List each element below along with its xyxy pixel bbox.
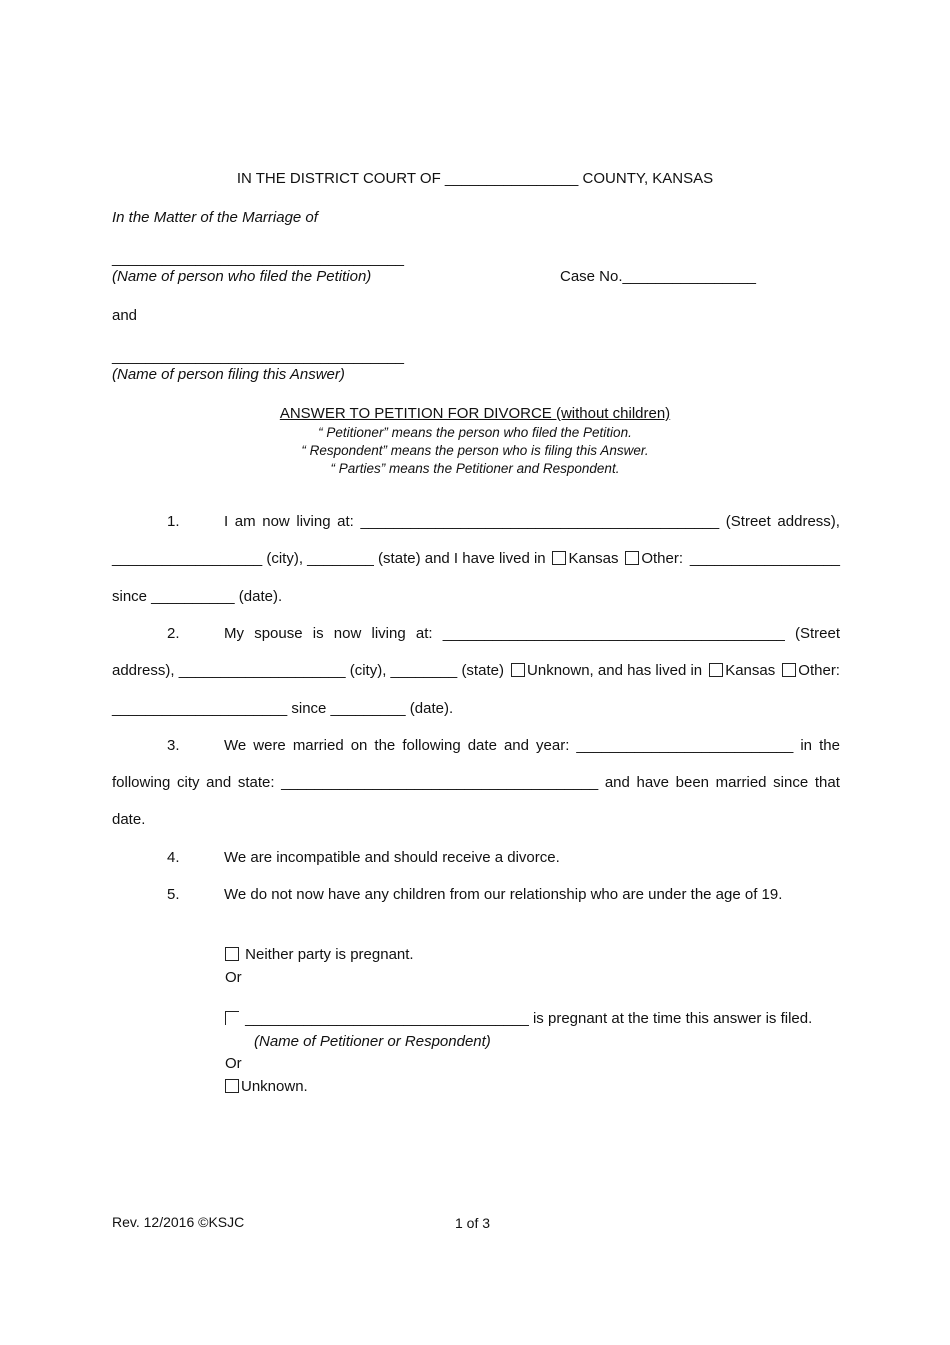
neither-pregnant-checkbox[interactable] [225,947,239,961]
word: have [636,774,670,791]
word: and [206,774,232,791]
word: and [503,737,529,754]
word: (Street [794,625,840,642]
other-blank[interactable]: __________________ [689,550,840,567]
word: is [312,625,324,642]
other-option[interactable] [782,662,840,680]
item4-text: We are incompatible and should receive a divorce. [224,849,560,866]
word: now [333,625,362,642]
word: My [224,625,244,642]
word: at: [415,625,433,642]
other-option[interactable] [625,550,683,568]
word: the [374,737,396,754]
document-title-text: ANSWER TO PETITION FOR DIVORCE (without children) [279,405,671,422]
word: been [675,774,710,791]
other-checkbox[interactable] [625,551,639,565]
matter-label: In the Matter of the Marriage of [112,209,318,226]
kansas-checkbox[interactable] [552,551,566,565]
word: the [819,737,840,754]
word: date [467,737,497,754]
court-heading: IN THE DISTRICT COURT OF ________________ COUNTY, KANSAS [236,170,714,187]
other-checkbox[interactable] [782,663,796,677]
unknown-checkbox[interactable] [511,663,525,677]
word: and [604,774,630,791]
item2-line1 [224,625,840,643]
definition-petitioner: “ Petitioner” means the person who filed the Petition. [318,425,632,440]
kansas-label: Kansas [568,550,619,567]
word: that [814,774,840,791]
kansas-option[interactable] [709,662,775,680]
pregnant-checkbox[interactable] [225,1011,239,1025]
or-label: Or [225,969,242,986]
case-number-field[interactable]: Case No.________________ [560,268,757,285]
pregnant-label[interactable]: __________________________________ is pregnant at the time this answer is filed. [245,1010,813,1027]
item2-line3[interactable]: _____________________ since _________ (date). [112,700,454,717]
kansas-option[interactable] [552,550,618,568]
petitioner-name-blank[interactable]: ___________________________________ [112,250,404,267]
item-number: 4. [167,849,180,866]
item1-line3[interactable]: since __________ (date). [112,588,283,605]
word: were [253,737,286,754]
revision-footer: Rev. 12/2016 ©KSJC [112,1214,245,1230]
word: spouse [254,625,303,642]
pregnant-name-caption: (Name of Petitioner or Respondent) [254,1033,491,1050]
item5-text: We do not now have any children from our relationship who are under the age of 19. [224,886,783,903]
unknown-pregnancy-option[interactable] [225,1078,308,1096]
marriage-date-blank[interactable]: __________________________ [576,737,794,754]
respondent-name-blank[interactable]: ___________________________________ [112,348,404,365]
word: (Street [725,513,771,530]
item-number: 3. [167,737,180,754]
word: am [234,513,256,530]
word: since [773,774,809,791]
word: year: [536,737,570,754]
definition-parties: “ Parties” means the Petitioner and Respondent. [330,461,620,476]
word: on [350,737,368,754]
word: city [177,774,200,791]
item-number: 2. [167,625,180,642]
item1-line1 [224,513,840,531]
word: at: [337,513,354,530]
item-number: 5. [167,886,180,903]
word: We [224,737,247,754]
word: married [292,737,344,754]
item3-line1 [224,737,840,755]
unknown-pregnancy-checkbox[interactable] [225,1079,239,1093]
neither-pregnant-label: Neither party is pregnant. [245,946,414,963]
item2-line2 [112,662,840,680]
kansas-checkbox[interactable] [709,663,723,677]
respondent-name-caption: (Name of person filing this Answer) [112,366,345,383]
item1-line2 [112,550,840,568]
petitioner-name-caption: (Name of person who filed the Petition) [112,268,372,285]
item-number: 1. [167,513,180,530]
word: following [112,774,171,791]
kansas-label: Kansas [725,662,776,679]
word: living [296,513,331,530]
definition-respondent: “ Respondent” means the person who is filing this Answer. [301,443,649,458]
other-label: Other: [641,550,684,567]
unknown-label: Unknown, and has lived in [527,662,703,679]
unknown-option[interactable] [511,662,702,680]
unknown-pregnancy-label: Unknown. [241,1078,308,1095]
word: in [800,737,813,754]
word: living [371,625,406,642]
other-label: Other: [798,662,840,679]
word: married [715,774,767,791]
document-title [0,405,950,423]
and-label: and [112,307,138,324]
item3-line3: date. [112,811,146,828]
marriage-place-blank[interactable]: ______________________________________ [281,774,599,791]
spouse-city-state-text[interactable]: address), ____________________ (city), ________ (state) [112,662,504,679]
page-number: 1 of 3 [455,1215,491,1231]
word: following [402,737,461,754]
item3-line2 [112,774,840,792]
neither-pregnant-option[interactable] [225,946,414,964]
word: I [224,513,229,530]
or-label: Or [225,1055,242,1072]
word: address), [777,513,840,530]
word: now [262,513,290,530]
word: state: [237,774,275,791]
street-address-blank[interactable]: ___________________________________________ [360,513,720,530]
spouse-street-blank[interactable]: _________________________________________ [442,625,785,642]
city-state-text[interactable]: __________________ (city), ________ (state) and I have lived in [112,550,546,567]
pregnant-option[interactable] [225,1010,812,1028]
